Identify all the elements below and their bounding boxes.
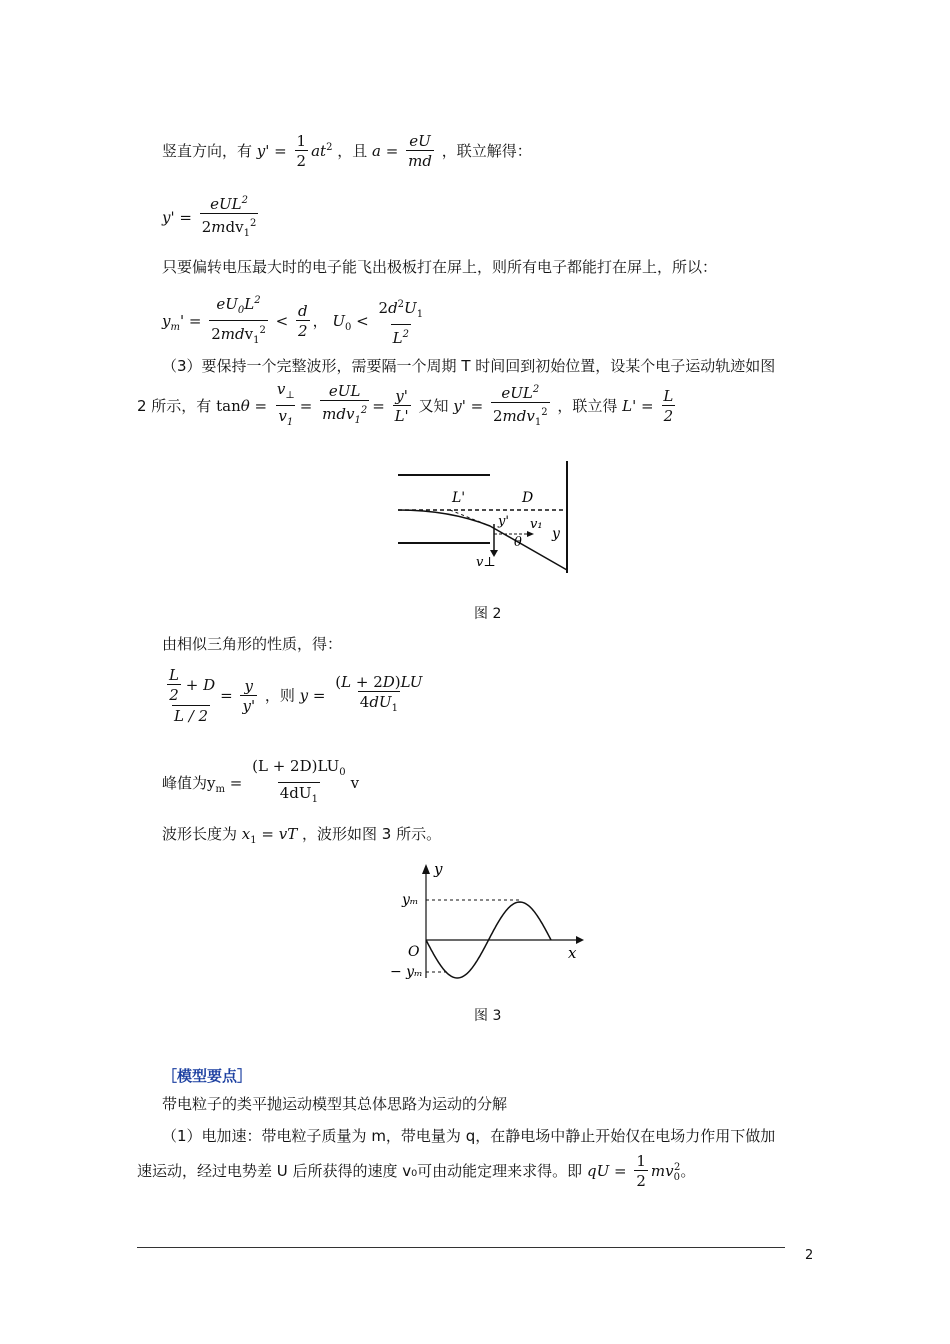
figure-2-caption: 图 2 (474, 606, 502, 622)
section-heading-model: ［模型要点］ (162, 1067, 253, 1085)
paragraph-model-line2: 速运动，经过电势差 U 后所获得的速度 v₀可由动能定理来求得。即 qU = $\frac{1}{2}$ $mv_0^2$。 (137, 1152, 696, 1190)
figure-2-diagram (390, 458, 580, 578)
y-axis-arrow (422, 864, 430, 874)
paragraph-max-voltage: 只要偏转电压最大时的电子能飞出极板打在屏上，则所有电子都能打在屏上，所以： (162, 258, 718, 276)
equation-ratio: $\frac{L}{2}$ + D L / 2 = $\frac{y}{y'}$ ，则 y = $\frac{(L + 2D)LU}{4dU_1}$ (169, 666, 423, 725)
x-axis-arrow (576, 936, 584, 944)
footer-rule (137, 1247, 785, 1248)
label-v-perp: v⊥ (476, 555, 496, 570)
paragraph-part3-line1: （3）要保持一个完整波形，需要隔一个周期 T 时间回到初始位置，设某个电子运动轨迹如图 (162, 357, 776, 375)
label-origin: O (408, 944, 420, 960)
paragraph-vertical: 竖直方向，有 y' = $\frac{1}{2}$ $at^2$ ，且 a = $\frac{eU}{md}$ ，联立解得： (162, 132, 532, 170)
equation-y-prime: y' = $\frac{eUL^2}{2mdv_1^2}$ (162, 192, 261, 244)
label-theta: θ (514, 535, 522, 550)
extension-line (450, 510, 490, 526)
paragraph-model-line1: （1）电加速：带电粒子质量为 m，带电量为 q，在静电场中静止开始仅在电场力作用下做加 (162, 1127, 776, 1145)
label-neg-ym: − yₘ (390, 964, 423, 980)
label-y-prime: y' (498, 514, 509, 529)
label-x-axis: x (568, 944, 577, 962)
equation-peak: 峰值为$y_m$ = $\frac{(L + 2D)LU_0}{4dU_1}$ v (162, 757, 359, 810)
paragraph-model-intro: 带电粒子的类平抛运动模型其总体思路为运动的分解 (162, 1095, 508, 1113)
paragraph-part3-line2: 2 所示，有 tanθ = $\frac{v_\perp}{v_1}$ = $\frac{\text{eUL}}{mdv_1^2}$ = $\frac{y'}{L'}$ 又知 y' = $\frac{eUL^2}{2mdv_1^2}$ ，联立得 L' = $\frac{L}{2}$ (137, 380, 678, 433)
page-number: 2 (805, 1248, 814, 1263)
label-y: y (552, 526, 560, 542)
paragraph-wave-length: 波形长度为 $x_1$ = vT ，波形如图 3 所示。 (162, 825, 442, 846)
equation-condition: $y_m'$ = $\frac{eU_0L^2}{2mdv_1^2}$ < $\frac{d}{2}$ ， $U_0$ < $\frac{2d^2U_1}{L^2}$ (162, 292, 428, 351)
figure-3-wave (388, 858, 588, 988)
label-v1: v₁ (530, 517, 543, 532)
label-l-prime: L' (452, 490, 466, 506)
paragraph-similar-triangles: 由相似三角形的性质，得： (162, 635, 343, 653)
label-d: D (522, 490, 534, 506)
figure-3-caption: 图 3 (474, 1008, 502, 1024)
label-ym: yₘ (402, 892, 419, 908)
label-y-axis: y (434, 860, 443, 878)
